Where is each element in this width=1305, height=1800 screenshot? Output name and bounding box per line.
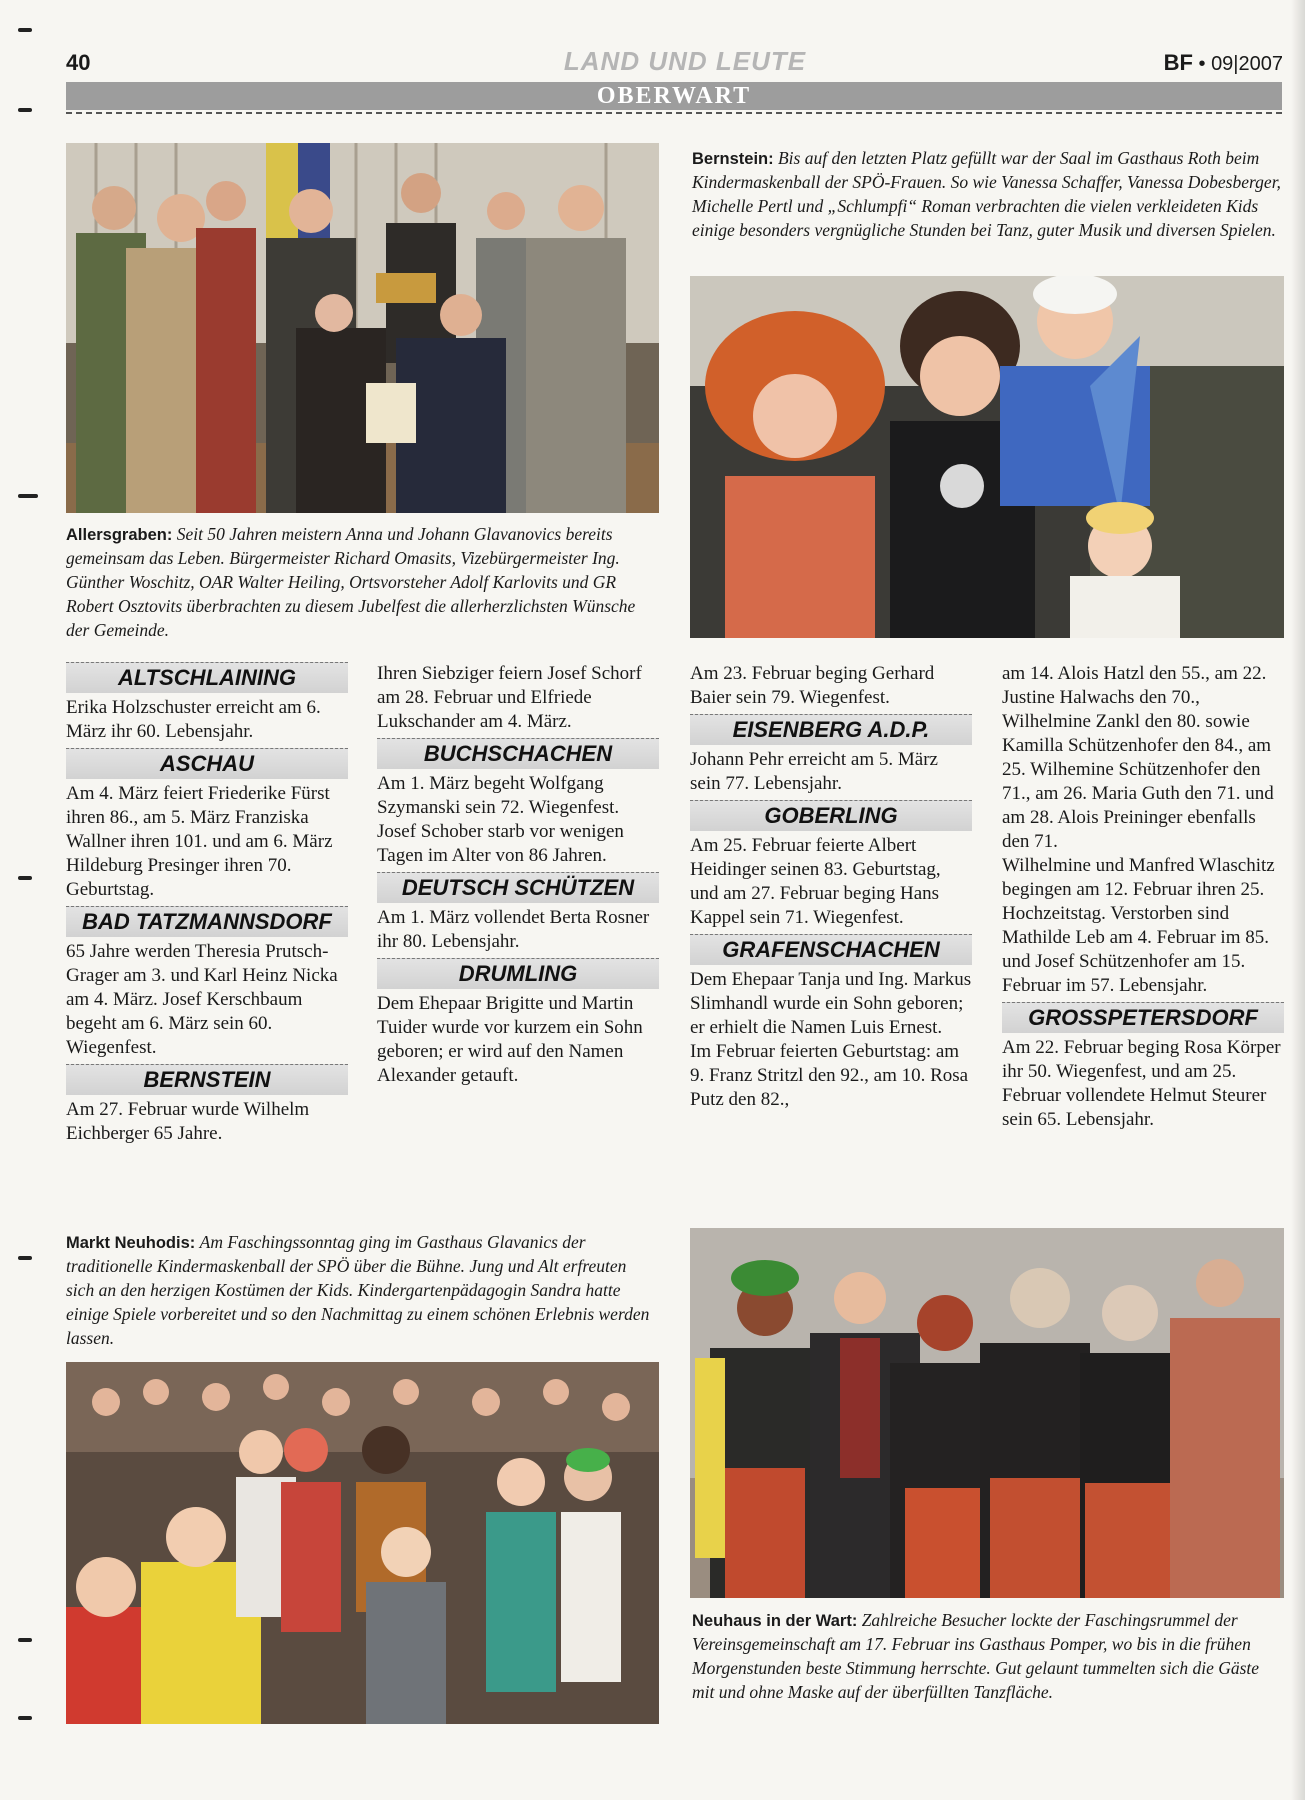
publication-separator: • [1198, 53, 1206, 75]
caption-place: Allersgraben: [66, 526, 173, 544]
photo-allersgraben [66, 143, 659, 513]
news-section [377, 872, 659, 954]
section-text: am 14. Alois Hatzl den 55., am 22. Justine Halwachs den 70., Wilhelmine Zankl den 80. sowie Kamilla Schützenhofer den 84., am 25. Wilhemine Schützenhofer den 71., am 26. Maria Guth den 71. und am 28. Alois Preininger ebenfalls den 71. [1002, 663, 1274, 852]
margin-mark [18, 108, 32, 112]
section-text: Am 4. März feiert Friederike Fürst ihren 86., am 5. März Franziska Wallner ihren 101. und am 6. März Hildeburg Presinger ihren 70. Geburtstag. [66, 783, 333, 900]
photo-bernstein [690, 276, 1284, 638]
section-text: Am 1. März begeht Wolfgang Szymanski sein 72. Wiegenfest. [377, 773, 620, 818]
news-section [66, 662, 348, 744]
caption-text: Zahlreiche Besucher lockte der Faschingsrummel der Vereinsgemeinschaft am 17. Februar ins Gasthaus Pomper, wo bis in die frühen Morgenstunden beste Stimmung herrschte. Gut gelaunt tummelten sich die Gäste mit und ohne Maske auf der überfüllten Tanzfläche. [692, 1610, 1260, 1702]
caption-place: Markt Neuhodis: [66, 1234, 196, 1252]
caption-allersgraben [66, 522, 656, 642]
photo-neuhaus [690, 1228, 1284, 1598]
section-heading: BAD TATZMANNSDORF [66, 906, 348, 937]
caption-place: Bernstein: [692, 150, 774, 168]
news-section [1002, 662, 1284, 998]
news-section [690, 800, 972, 930]
news-section [66, 748, 348, 902]
section-text: Erika Holzschuster erreicht am 6. März ihr 60. Lebensjahr. [66, 697, 321, 742]
publication-issue: 09|2007 [1211, 53, 1283, 75]
photo-neuhodis [66, 1362, 659, 1724]
section-heading: ALTSCHLAINING [66, 662, 348, 693]
margin-mark [18, 876, 32, 880]
section-text: Dem Ehepaar Tanja und Ing. Markus Slimhandl wurde ein Sohn geboren; er erhielt die Namen Luis Ernest. [690, 969, 972, 1038]
caption-place: Neuhaus in der Wart: [692, 1612, 858, 1630]
section-heading: BERNSTEIN [66, 1064, 348, 1095]
section-text: Am 25. Februar feierte Albert Heidinger seinen 83. Geburtstag, und am 27. Februar beging Hans Kappel sein 71. Wiegenfest. [690, 835, 941, 928]
section-heading: BUCHSCHACHEN [377, 738, 659, 769]
section-text: Wilhelmine und Manfred Wlaschitz begingen am 12. Februar ihren 25. Hochzeitstag. Verstorben sind Mathilde Leb am 4. Februar im 85. und Josef Schützenhofer am 15. Februar im 57. Lebensjahr. [1002, 855, 1275, 996]
margin-mark [18, 28, 32, 32]
section-text: Am 1. März vollendet Berta Rosner ihr 80. Lebensjahr. [377, 907, 650, 952]
section-text: Josef Schober starb vor wenigen Tagen im Alter von 86 Jahren. [377, 821, 624, 866]
margin-mark [18, 494, 38, 498]
publication-brand: BF [1163, 50, 1193, 75]
section-text: Am 27. Februar wurde Wilhelm Eichberger 65 Jahre. [66, 1099, 310, 1144]
caption-neuhodis [66, 1230, 656, 1350]
section-heading: GRAFENSCHACHEN [690, 934, 972, 965]
section-text: Im Februar feierten Geburtstag: am 9. Franz Stritzl den 92., am 10. Rosa Putz den 82., [690, 1041, 969, 1110]
section-text: Am 22. Februar beging Rosa Körper ihr 50. Wiegenfest, und am 25. Februar vollendete Helmut Steurer sein 65. Lebensjahr. [1002, 1037, 1281, 1130]
section-title: LAND UND LEUTE [563, 46, 807, 76]
caption-text: Bis auf den letzten Platz gefüllt war der Saal im Gasthaus Roth beim Kindermaskenball der SPÖ-Frauen. So wie Vanessa Schaffer, Vanessa Dobesberger, Michelle Pertl und „Schlumpfi“ Roman verbrachten die vielen verkleideten Kids einige besonders vergnügliche Stunden bei Tanz, guter Musik und diversen Spielen. [692, 148, 1281, 240]
news-section [690, 662, 972, 710]
section-heading: GROSSPETERSDORF [1002, 1002, 1284, 1033]
region-title: OBERWART [596, 83, 752, 109]
section-text: Ihren Siebziger feiern Josef Schorf am 28. Februar und Elfriede Lukschander am 4. März. [377, 663, 642, 732]
caption-text: Am Faschingssonntag ging im Gasthaus Glavanics der traditionelle Kindermaskenball der SPÖ über die Bühne. Jung und Alt erfreuten sich an den herzigen Kostümen der Kids. Kindergartenpädagogin Sandra hatte einige Spiele vorbereitet und so den Nachmittag zu einem schönen Erlebnis werden lassen. [66, 1232, 650, 1348]
publication-info [1164, 50, 1283, 76]
caption-text: Seit 50 Jahren meistern Anna und Johann Glavanovics bereits gemeinsam das Leben. Bürgermeister Richard Omasits, Vizebürgermeister Ing. Günther Woschitz, OAR Walter Heiling, Ortsvorsteher Adolf Karlovits und GR Robert Osztovits überbrachten zu diesem Jubelfest die allerherzlichsten Wünsche der Gemeinde. [66, 524, 636, 640]
news-column-4 [1002, 662, 1284, 1136]
margin-mark [18, 1638, 32, 1642]
news-column-1 [66, 662, 348, 1150]
margin-mark [18, 1256, 32, 1260]
news-section [377, 958, 659, 1088]
news-section [1002, 1002, 1284, 1132]
section-heading: GOBERLING [690, 800, 972, 831]
section-text: Johann Pehr erreicht am 5. März sein 77. Lebensjahr. [690, 749, 938, 794]
section-text: 65 Jahre werden Theresia Prutsch-Grager am 3. und Karl Heinz Nicka am 4. März. Josef Kerschbaum begeht am 6. März sein 60. Wiegenfest. [66, 941, 338, 1058]
section-heading: ASCHAU [66, 748, 348, 779]
news-column-2 [377, 662, 659, 1092]
news-section [66, 1064, 348, 1146]
section-text: Dem Ehepaar Brigitte und Martin Tuider wurde vor kurzem ein Sohn geboren; er wird auf den Namen Alexander getauft. [377, 993, 643, 1086]
page-edge-shadow [1291, 0, 1305, 1800]
news-section [377, 662, 659, 734]
page-number: 40 [66, 50, 91, 75]
news-section [690, 934, 972, 1112]
section-heading: EISENBERG A.D.P. [690, 714, 972, 745]
caption-bernstein [692, 146, 1282, 242]
margin-mark [18, 1716, 32, 1720]
section-heading: DEUTSCH SCHÜTZEN [377, 872, 659, 903]
header-divider [66, 112, 1282, 114]
news-section [66, 906, 348, 1060]
news-section [690, 714, 972, 796]
region-bar [66, 82, 1282, 110]
news-column-3 [690, 662, 972, 1116]
section-heading: DRUMLING [377, 958, 659, 989]
news-section [377, 738, 659, 868]
section-text: Am 23. Februar beging Gerhard Baier sein 79. Wiegenfest. [690, 663, 935, 708]
caption-neuhaus [692, 1608, 1282, 1704]
